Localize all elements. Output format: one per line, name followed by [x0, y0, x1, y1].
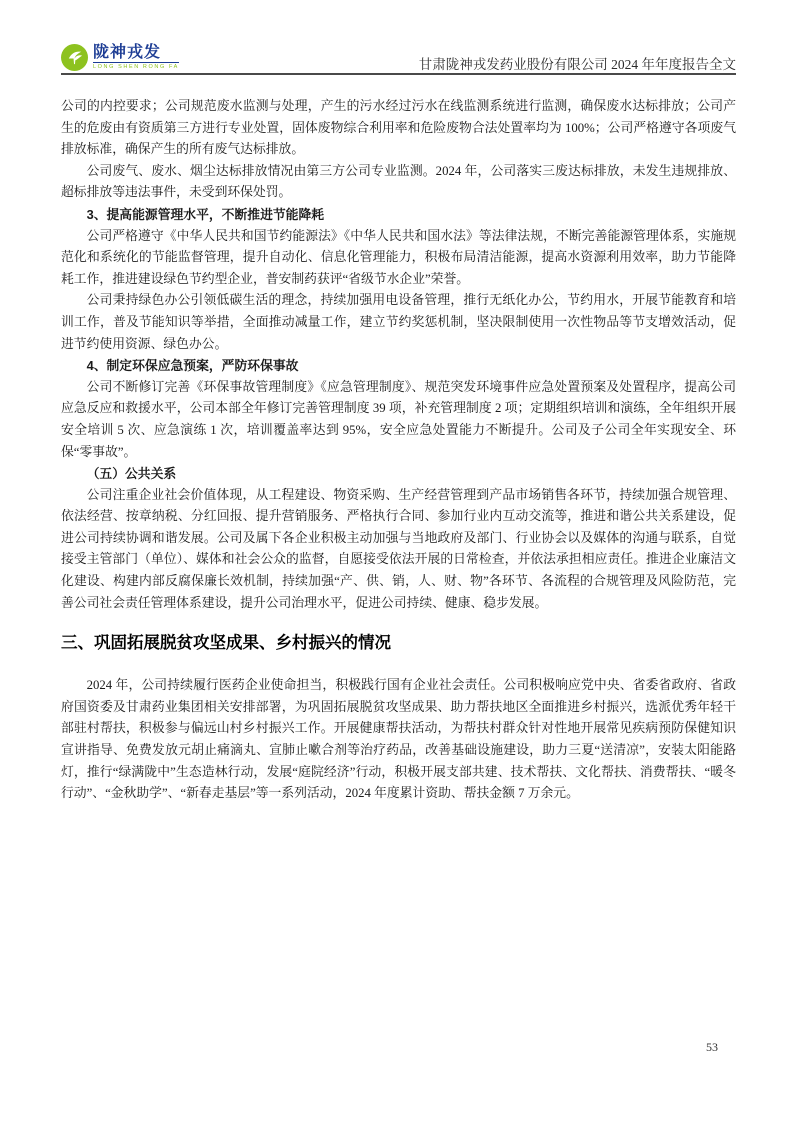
logo-bird-icon [61, 44, 88, 71]
heading-emergency-plan: 4、制定环保应急预案，严防环保事故 [86, 358, 299, 374]
heading-rural-revitalization: 三、巩固拓展脱贫攻坚成果、乡村振兴的情况 [61, 634, 391, 653]
report-header-title: 甘肃陇神戎发药业股份有限公司 2024 年年度报告全文 [418, 57, 736, 72]
paragraph-emission-monitoring: 公司废气、废水、烟尘达标排放情况由第三方公司专业监测。2024 年，公司落实三废达标排放，未发生违规排放、超标排放等违法事件，未受到环保处罚。 [61, 163, 736, 200]
paragraph-rural-revitalization: 2024 年，公司持续履行医药企业使命担当，积极践行国有企业社会责任。公司积极响应党中央、省委省政府、省政府国资委及甘肃药业集团相关安排部署，为巩固拓展脱贫攻坚成果、助力帮扶地区全面推进乡村振兴，选派优秀年轻干部驻村帮扶，积极参与偏远山村乡村振兴工作。开展健康帮扶活动，为帮扶村群众针对性地开展常见疾病预防保健知识宣讲指导、免费发放元胡止痛滴丸、宣肺止嗽合剂等治疗药品，改善基础设施建设，助力三夏“送清凉”，安装太阳能路灯，推行“绿满陇中”生态造林行动，发展“庭院经济”行动，积极开展支部共建、技术帮扶、文化帮扶、消费帮扶、“暖冬行动”、“金秋助学”、“新春走基层”等一系列活动，2024 年度累计资助、帮扶金额 7 万余元。 [61, 678, 736, 801]
document-body [61, 88, 736, 805]
heading-energy-management: 3、提高能源管理水平，不断推进节能降耗 [86, 206, 325, 222]
logo-text [93, 44, 179, 70]
heading-public-relations: （五）公共关系 [86, 466, 177, 482]
logo-en-name: LONG SHEN RONG FA [93, 64, 179, 70]
page-header [61, 44, 736, 75]
paragraph-emergency-systems: 公司不断修订完善《环保事故管理制度》《应急管理制度》、规范突发环境事件应急处置预案及处置程序，提高公司应急反应和救援水平，公司本部全年修订完善管理制度 39 项，补充管理制度 2 项；定期组织培训和演练，全年组织开展安全培训 5 次、应急演练 1 次，培训覆盖率达到 95%，安全应急处置能力不断提升。公司及子公司全年实现安全、环保“零事故”。 [61, 379, 736, 459]
paragraph-energy-laws: 公司严格遵守《中华人民共和国节约能源法》《中华人民共和国水法》等法律法规，不断完善能源管理体系，实施规范化和系统化的节能监督管理，提升自动化、信息化管理能力，积极布局清洁能源，提高水资源利用效率，助力节能降耗工作，推进建设绿色节约型企业，普安制药获评“省级节水企业”荣誉。 [61, 228, 736, 286]
logo-glyph-icon [65, 48, 84, 67]
company-logo [61, 44, 179, 71]
logo-cn-name: 陇神戎发 [93, 44, 179, 63]
paragraph-internal-control: 公司的内控要求；公司规范废水监测与处理，产生的污水经过污水在线监测系统进行监测，确保废水达标排放；公司产生的危废由有资质第三方进行专业处置，固体废物综合利用率和危险废物合法处置率均为 100%；公司严格遵守各项废气排放标准，确保产生的所有废气达标排放。 [61, 99, 736, 157]
page-number: 53 [706, 1040, 718, 1054]
paragraph-public-relations: 公司注重企业社会价值体现，从工程建设、物资采购、生产经营管理到产品市场销售各环节，持续加强合规管理、依法经营、按章纳税、分红回报、提升营销服务、严格执行合同、参加行业内互动交流等，推进和谐公共关系建设，促进公司持续协调和谐发展。公司及属下各企业积极主动加强与当地政府及部门、行业协会以及媒体的沟通与联系，自觉接受主管部门（单位）、媒体和社会公众的监督，自愿接受依法开展的日常检查，并依法承担相应责任。推进企业廉洁文化建设、构建内部反腐保廉长效机制，持续加强“产、供、销，人、财、物”各环节、各流程的合规管理及风险防范，完善公司社会责任管理体系建设，提升公司治理水平，促进公司持续、健康、稳步发展。 [61, 487, 736, 610]
paragraph-green-office: 公司秉持绿色办公引领低碳生活的理念，持续加强用电设备管理，推行无纸化办公，节约用水，开展节能教育和培训工作，普及节能知识等举措，全面推动减量工作，建立节约奖惩机制，坚决限制使用一次性物品等节支增效活动，促进节约使用资源、绿色办公。 [61, 293, 736, 351]
